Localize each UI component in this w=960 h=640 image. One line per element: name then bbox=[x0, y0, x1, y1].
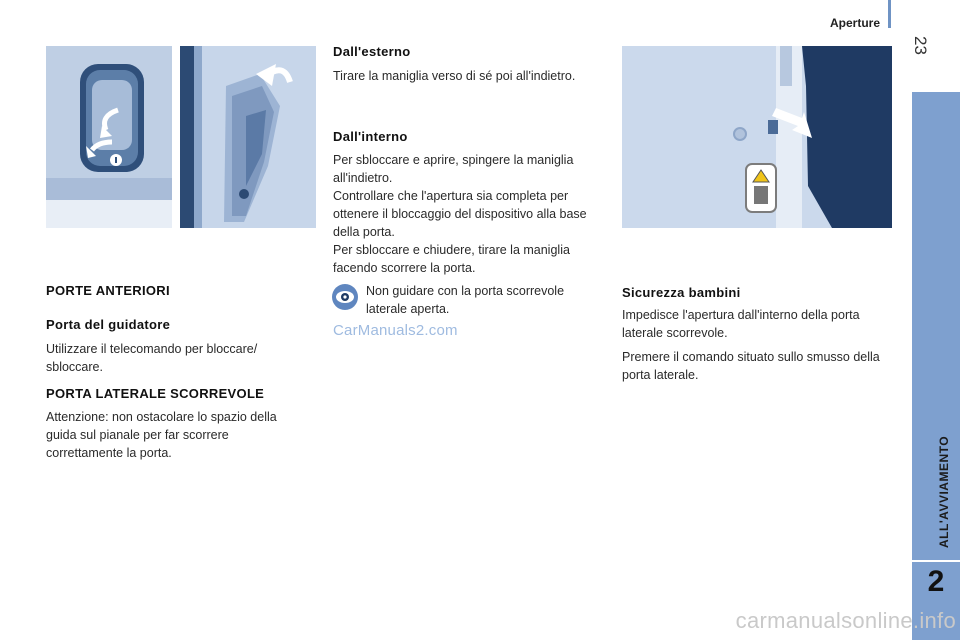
page-number: 23 bbox=[911, 36, 930, 55]
inside-line: Per sbloccare e aprire, spingere la maniglia all'indietro. bbox=[333, 153, 574, 185]
front-doors-heading: PORTE ANTERIORI bbox=[46, 283, 170, 298]
driver-door-text: Utilizzare il telecomando per bloccare/ sbloccare. bbox=[46, 342, 258, 374]
section-title: Aperture bbox=[829, 16, 880, 30]
footer-watermark: carmanualsonline.info bbox=[735, 608, 956, 633]
child-safety-paragraph: Premere il comando situato sullo smusso della porta laterale. bbox=[622, 350, 880, 382]
chapter-label: ALL'AVVIAMENTO bbox=[937, 435, 951, 548]
handle-closeup-image bbox=[46, 46, 172, 228]
warning-text: Non guidare con la porta scorrevole laterale aperta. bbox=[366, 284, 565, 316]
sliding-door-heading: PORTA LATERALE SCORREVOLE bbox=[46, 386, 265, 401]
outside-text: Tirare la maniglia verso di sé poi all'indietro. bbox=[333, 69, 576, 83]
watermark-link[interactable]: CarManuals2.com bbox=[333, 322, 458, 339]
child-safety-text bbox=[622, 306, 892, 384]
header-rule bbox=[888, 0, 891, 28]
inside-heading: Dall'interno bbox=[333, 129, 408, 144]
child-safety-heading: Sicurezza bambini bbox=[622, 285, 741, 300]
inside-line: Per sbloccare e chiudere, tirare la maniglia facendo scorrere la porta. bbox=[333, 243, 570, 275]
sidebar-divider bbox=[912, 560, 960, 562]
inside-text bbox=[333, 151, 603, 277]
interior-handle-image bbox=[180, 46, 316, 228]
child-safety-image bbox=[622, 46, 892, 228]
sliding-door-text: Attenzione: non ostacolare lo spazio della guida sul pianale per far scorrere correttamente la porta. bbox=[46, 410, 277, 460]
child-safety-paragraph: Impedisce l'apertura dall'interno della porta laterale scorrevole. bbox=[622, 308, 860, 340]
inside-line: Controllare che l'apertura sia completa per ottenere il bloccaggio del dispositivo alla base della porta. bbox=[333, 189, 587, 239]
driver-door-heading: Porta del guidatore bbox=[46, 317, 171, 332]
chapter-number: 2 bbox=[927, 565, 945, 598]
outside-heading: Dall'esterno bbox=[333, 44, 411, 59]
eye-warning-icon bbox=[332, 284, 358, 310]
chapter-sidebar bbox=[912, 92, 960, 640]
